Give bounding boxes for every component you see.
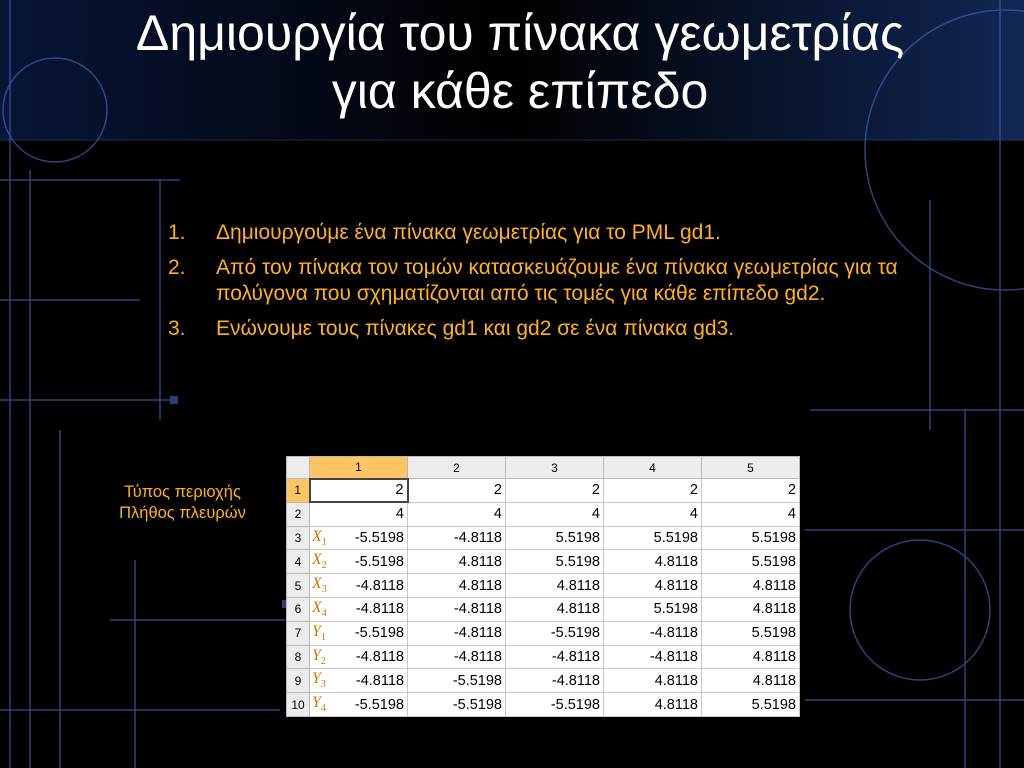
- cell-value: -4.8118: [551, 672, 600, 689]
- sheet-row: [287, 574, 800, 598]
- cell-value: -4.8118: [355, 577, 404, 594]
- cell-value: 5.5198: [751, 529, 796, 546]
- cell[interactable]: [702, 693, 800, 717]
- cell-value: -5.5198: [452, 696, 502, 713]
- sheet-row: [287, 597, 800, 621]
- cell-value: -5.5198: [550, 696, 600, 713]
- cell-value: 5.5198: [751, 553, 796, 570]
- sheet-row: [287, 479, 800, 503]
- variable-symbol: X: [312, 575, 322, 593]
- steps-list: [168, 220, 948, 351]
- cell[interactable]: [310, 502, 408, 526]
- row-variable-annotation: [312, 694, 326, 714]
- cell-value: -5.5198: [354, 696, 404, 713]
- step-number: 2.: [168, 256, 186, 279]
- cell-value: 4.8118: [752, 672, 796, 689]
- cell-value: -5.5198: [354, 529, 404, 546]
- cell-value: 4.8118: [556, 577, 600, 594]
- cell-value: 4.8118: [556, 601, 600, 618]
- sheet-row: [287, 693, 800, 717]
- column-header[interactable]: 4: [604, 457, 702, 479]
- cell[interactable]: [310, 669, 408, 693]
- cell[interactable]: [408, 621, 506, 645]
- cell-value: -4.8118: [453, 529, 502, 546]
- row-variable-annotation: [312, 647, 326, 667]
- variable-symbol: X: [312, 527, 322, 545]
- row-header[interactable]: 7: [287, 621, 310, 645]
- cell-value: 4: [591, 506, 600, 523]
- variable-symbol: Y: [312, 670, 321, 688]
- variable-subscript: 1: [321, 536, 327, 548]
- cell[interactable]: [310, 526, 408, 550]
- step-text: Δημιουργούμε ένα πίνακα γεωμετρίας για το PML gd1.: [216, 221, 721, 244]
- variable-symbol: X: [312, 551, 322, 569]
- cell-value: 4.8118: [752, 601, 796, 618]
- cell-value: 4: [689, 506, 698, 523]
- cell[interactable]: [506, 502, 604, 526]
- step-item: [168, 316, 948, 342]
- cell[interactable]: [506, 574, 604, 598]
- row-variable-annotation: [312, 575, 327, 595]
- sheet-corner[interactable]: [287, 457, 310, 479]
- cell[interactable]: [408, 502, 506, 526]
- cell[interactable]: [506, 669, 604, 693]
- cell-value: 4: [493, 506, 502, 523]
- cell-value: 4.8118: [458, 577, 502, 594]
- row-variable-annotation: [312, 599, 327, 619]
- cell-value: -5.5198: [354, 553, 404, 570]
- side-count-label: Πλήθος πλευρών: [119, 504, 246, 522]
- slide-title-line-2: για κάθε επίπεδο: [331, 63, 709, 119]
- cell[interactable]: [702, 621, 800, 645]
- cell-value: 2: [493, 482, 502, 499]
- cell[interactable]: [604, 621, 702, 645]
- cell[interactable]: [310, 574, 408, 598]
- column-header[interactable]: 2: [408, 457, 506, 479]
- cell[interactable]: [408, 669, 506, 693]
- row-variable-annotation: [312, 670, 326, 690]
- cell[interactable]: [408, 550, 506, 574]
- cell[interactable]: [310, 550, 408, 574]
- cell[interactable]: [408, 574, 506, 598]
- cell[interactable]: [702, 502, 800, 526]
- cell[interactable]: [506, 597, 604, 621]
- variable-subscript: 2: [320, 655, 326, 667]
- cell[interactable]: [506, 621, 604, 645]
- variable-subscript: 2: [321, 560, 327, 572]
- cell-value: 5.5198: [751, 696, 796, 713]
- cell-value: -4.8118: [453, 648, 502, 665]
- cell[interactable]: [702, 597, 800, 621]
- variable-symbol: Y: [312, 694, 321, 712]
- variable-subscript: 1: [320, 631, 326, 643]
- cell[interactable]: [408, 645, 506, 669]
- sheet-row: [287, 669, 800, 693]
- cell-value: 5.5198: [653, 529, 698, 546]
- column-header[interactable]: 1: [310, 457, 408, 479]
- cell[interactable]: [506, 526, 604, 550]
- slide-title: [20, 4, 1020, 120]
- cell[interactable]: [702, 645, 800, 669]
- cell[interactable]: [702, 526, 800, 550]
- cell[interactable]: [506, 693, 604, 717]
- cell[interactable]: [408, 479, 506, 503]
- sheet-row: [287, 502, 800, 526]
- row-header[interactable]: 6: [287, 597, 310, 621]
- variable-subscript: 4: [320, 703, 326, 715]
- cell-value: 5.5198: [555, 553, 600, 570]
- cell[interactable]: [310, 597, 408, 621]
- cell[interactable]: [604, 669, 702, 693]
- cell-value: -4.8118: [649, 648, 698, 665]
- cell-value: 5.5198: [555, 529, 600, 546]
- variable-symbol: X: [312, 598, 322, 616]
- cell[interactable]: [702, 550, 800, 574]
- cell[interactable]: [702, 479, 800, 503]
- variable-subscript: 3: [320, 679, 326, 691]
- row-legend: [80, 482, 285, 524]
- step-number: 1.: [168, 221, 186, 244]
- column-header[interactable]: 3: [506, 457, 604, 479]
- step-text: Από τον πίνακα τον τομών κατασκευάζουμε ένα πίνακα γεωμετρίας για τα πολύγονα που σχηματίζονται από τις τομές για κάθε επίπεδο gd2.: [216, 256, 898, 305]
- cell-value: 5.5198: [751, 625, 796, 642]
- sheet-row: [287, 645, 800, 669]
- row-variable-annotation: [312, 551, 327, 571]
- cell-value: 4.8118: [654, 553, 698, 570]
- cell[interactable]: [604, 526, 702, 550]
- cell-value: 2: [395, 482, 404, 499]
- slide-title-line-1: Δημιουργία του πίνακα γεωμετρίας: [135, 5, 905, 61]
- cell-value: 4.8118: [458, 553, 502, 570]
- cell-value: 2: [787, 482, 796, 499]
- region-type-label: Τύπος περιοχής: [124, 483, 241, 501]
- cell-value: -5.5198: [354, 625, 404, 642]
- row-header[interactable]: 5: [287, 574, 310, 598]
- cell[interactable]: [604, 502, 702, 526]
- cell-value: 4.8118: [654, 672, 698, 689]
- sheet-row: [287, 550, 800, 574]
- cell-value: -4.8118: [355, 672, 404, 689]
- cell[interactable]: [506, 645, 604, 669]
- cell[interactable]: [604, 693, 702, 717]
- cell[interactable]: [702, 669, 800, 693]
- step-item: [168, 220, 948, 246]
- row-variable-annotation: [312, 528, 327, 548]
- row-header[interactable]: 10: [287, 693, 310, 717]
- geometry-matrix-sheet: [286, 456, 800, 717]
- cell[interactable]: [310, 693, 408, 717]
- cell-value: 5.5198: [653, 601, 698, 618]
- variable-subscript: 3: [321, 584, 327, 596]
- cell[interactable]: [310, 645, 408, 669]
- variable-symbol: Y: [312, 646, 321, 664]
- variable-symbol: Y: [312, 622, 321, 640]
- cell-value: -5.5198: [550, 625, 600, 642]
- cell-value: 4: [395, 506, 404, 523]
- cell-value: 4.8118: [752, 648, 796, 665]
- cell[interactable]: [604, 479, 702, 503]
- cell-value: 4.8118: [654, 577, 698, 594]
- cell-value: 2: [689, 482, 698, 499]
- row-header[interactable]: 4: [287, 550, 310, 574]
- cell[interactable]: [310, 479, 408, 503]
- cell-value: -4.8118: [355, 648, 404, 665]
- cell-value: -4.8118: [551, 648, 600, 665]
- row-header[interactable]: 9: [287, 669, 310, 693]
- row-variable-annotation: [312, 623, 326, 643]
- row-header[interactable]: 1: [287, 479, 310, 503]
- cell[interactable]: [408, 693, 506, 717]
- cell-value: -4.8118: [453, 625, 502, 642]
- cell[interactable]: [506, 479, 604, 503]
- cell[interactable]: [310, 621, 408, 645]
- column-header[interactable]: 5: [702, 457, 800, 479]
- cell-value: 2: [591, 482, 600, 499]
- step-number: 3.: [168, 317, 186, 340]
- row-header[interactable]: 2: [287, 502, 310, 526]
- row-header[interactable]: 3: [287, 526, 310, 550]
- variable-subscript: 4: [321, 608, 327, 620]
- cell-value: 4.8118: [654, 696, 698, 713]
- sheet-row: [287, 526, 800, 550]
- cell[interactable]: [604, 574, 702, 598]
- cell[interactable]: [408, 597, 506, 621]
- cell-value: -4.8118: [649, 625, 698, 642]
- cell[interactable]: [408, 526, 506, 550]
- cell[interactable]: [604, 645, 702, 669]
- cell-value: 4.8118: [752, 577, 796, 594]
- cell[interactable]: [604, 597, 702, 621]
- cell-value: -5.5198: [452, 672, 502, 689]
- cell-value: -4.8118: [453, 601, 502, 618]
- sheet-row: [287, 621, 800, 645]
- cell-value: 4: [787, 506, 796, 523]
- step-text: Ενώνουμε τους πίνακες gd1 και gd2 σε ένα πίνακα gd3.: [216, 317, 735, 340]
- cell[interactable]: [506, 550, 604, 574]
- cell-value: -4.8118: [355, 601, 404, 618]
- row-header[interactable]: 8: [287, 645, 310, 669]
- cell[interactable]: [702, 574, 800, 598]
- step-item: [168, 255, 948, 307]
- cell[interactable]: [604, 550, 702, 574]
